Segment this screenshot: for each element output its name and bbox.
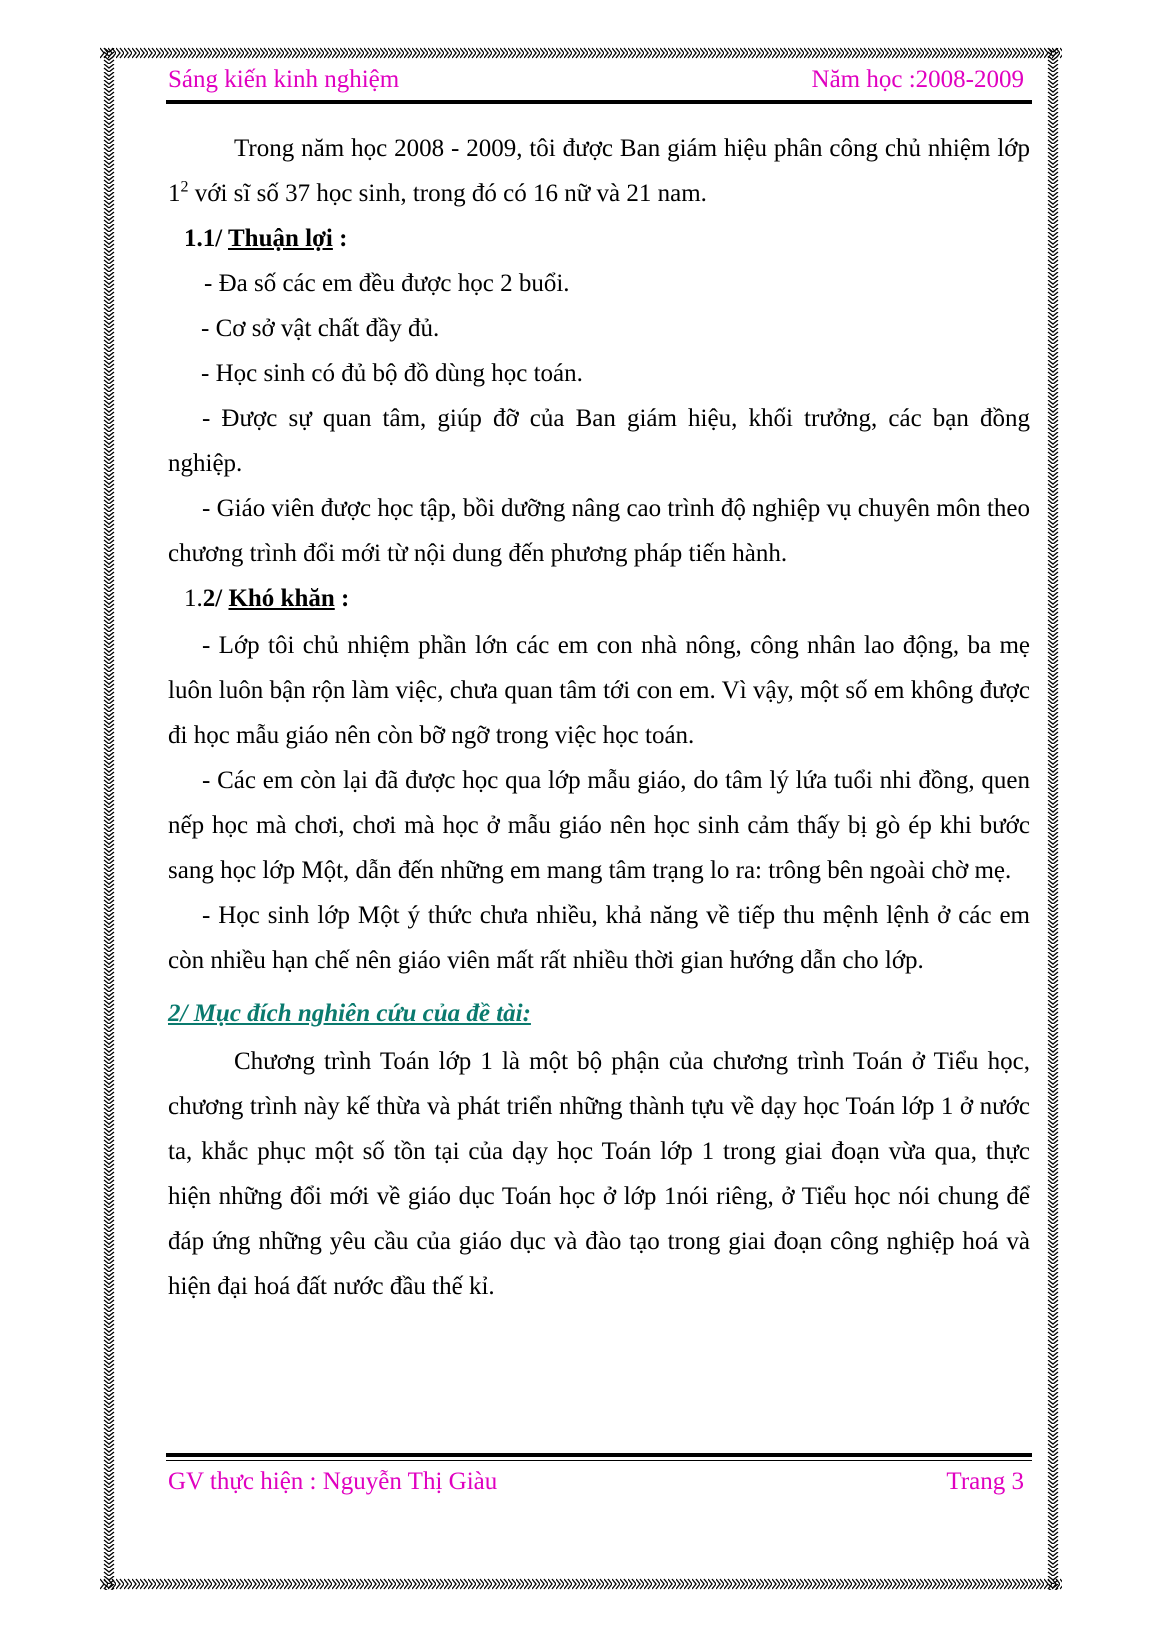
border-top <box>100 44 1062 62</box>
page-number: Trang 3 <box>946 1468 1024 1495</box>
list-item: - Lớp tôi chủ nhiệm phần lớn các em con nhà nông, công nhân lao động, ba mẹ luôn luôn bận rộn làm việc, chưa quan tâm tới con em. Vì vậy, một số em không được đi học mẫu giáo nên còn bỡ ngỡ trong việc học toán. <box>168 632 1030 749</box>
header-school-year: Năm học :2008-2009 <box>811 66 1024 93</box>
superscript: 2 <box>180 178 189 196</box>
border-left <box>100 48 118 1590</box>
page-body <box>168 126 1030 1309</box>
page-footer <box>168 1468 1024 1502</box>
intro-paragraph: Trong năm học 2008 - 2009, tôi được Ban giám hiệu phân công chủ nhiệm lớp $1^2$ với sĩ số 37 học sinh, trong đó có 16 nữ và 21 nam. <box>168 135 1030 207</box>
section-1-1-heading: 1.1/ Thuận lợi : <box>184 225 348 252</box>
footer-author: GV thực hiện : Nguyễn Thị Giàu <box>168 1468 498 1495</box>
list-item: - Học sinh có đủ bộ đồ dùng học toán. <box>201 360 583 387</box>
list-item: - Đa số các em đều được học 2 buổi. <box>204 270 570 297</box>
footer-rule <box>166 1453 1032 1457</box>
header-rule <box>166 100 1032 104</box>
page-header <box>168 66 1024 100</box>
header-title: Sáng kiến kinh nghiệm <box>168 66 400 93</box>
border-bottom <box>100 1575 1062 1593</box>
list-item: - Các em còn lại đã được học qua lớp mẫu giáo, do tâm lý lứa tuổi nhi đồng, quen nếp học mà chơi, chơi mà học ở mẫu giáo nên học sinh cảm thấy bị gò ép khi bước sang học lớp Một, dẫn đến những em mang tâm trạng lo ra: trông bên ngoài chờ mẹ. <box>168 767 1030 884</box>
list-item: - Được sự quan tâm, giúp đỡ của Ban giám hiệu, khối trưởng, các bạn đồng nghiệp. <box>168 405 1030 477</box>
section-2-paragraph: Chương trình Toán lớp 1 là một bộ phận của chương trình Toán ở Tiểu học, chương trình này kế thừa và phát triển những thành tựu về dạy học Toán lớp 1 ở nước ta, khắc phục một số tồn tại của dạy học Toán lớp 1 trong giai đoạn vừa qua, thực hiện những đổi mới về giáo dục Toán học ở lớp 1nói riêng, ở Tiểu học nói chung để đáp ứng những yêu cầu của giáo dục và đào tạo trong giai đoạn công nghiệp hoá và hiện đại hoá đất nước đầu thế kỉ. <box>168 1048 1030 1300</box>
footer-rule-thin <box>166 1460 1032 1461</box>
list-item: - Giáo viên được học tập, bồi dưỡng nâng cao trình độ nghiệp vụ chuyên môn theo chương trình đổi mới từ nội dung đến phương pháp tiến hành. <box>168 495 1030 567</box>
border-right <box>1044 48 1062 1590</box>
section-1-2-heading: 1.2/ Khó khăn : <box>184 585 350 612</box>
list-item: - Cơ sở vật chất đầy đủ. <box>201 315 440 342</box>
list-item: - Học sinh lớp Một ý thức chưa nhiều, khả năng về tiếp thu mệnh lệnh ở các em còn nhiều hạn chế nên giáo viên mất rất nhiều thời gian hướng dẫn cho lớp. <box>168 902 1030 974</box>
section-2-heading: 2/ Mục đích nghiên cứu của đề tài: <box>168 1000 531 1027</box>
